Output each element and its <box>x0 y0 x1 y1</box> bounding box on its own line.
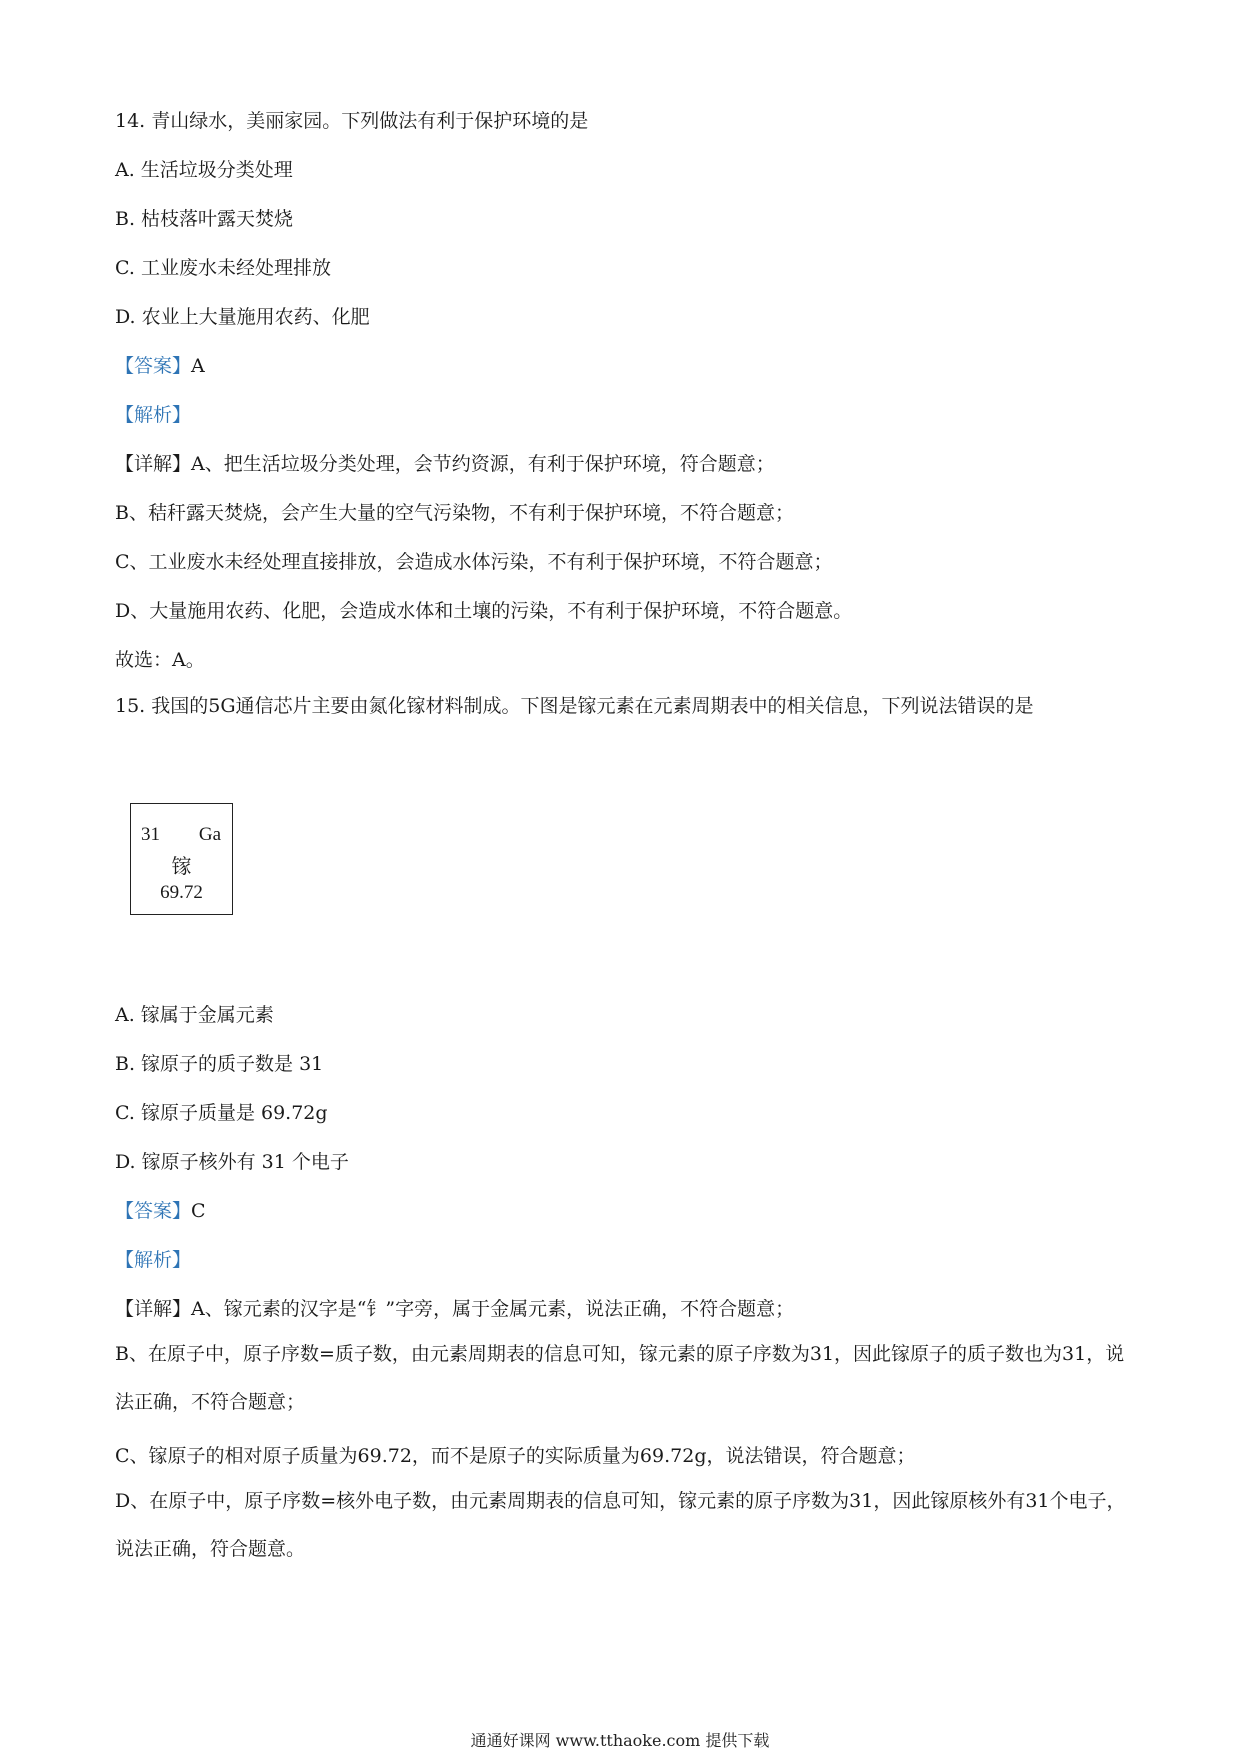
q14-answer <box>115 351 205 378</box>
q15-option-d: D. 镓原子核外有 31 个电子 <box>115 1151 349 1173</box>
q15-option-b: B. 镓原子的质子数是 31 <box>115 1053 324 1075</box>
atomic-number: 31 <box>141 824 160 845</box>
q14-option-a: A. 生活垃圾分类处理 <box>115 159 293 181</box>
q14-analysis-tag: 【解析】 <box>115 404 192 426</box>
q15-detail-d: D、在原子中，原子序数=核外电子数，由元素周期表的信息可知，镓元素的原子序数为31，因此镓原核外有31个电子，说法正确，符合题意。 <box>115 1490 1126 1560</box>
answer-value: A <box>191 355 205 377</box>
element-symbol: Ga <box>198 824 221 845</box>
q14-option-b: B. 枯枝落叶露天焚烧 <box>115 208 294 230</box>
page-footer: 通通好课网 www.tthaoke.com 提供下载 <box>470 1731 770 1750</box>
q15-detail-c: C、镓原子的相对原子质量为69.72，而不是原子的实际质量为69.72g，说法错误，符合题意； <box>115 1445 916 1467</box>
q14-detail-c: C、工业废水未经处理直接排放，会造成水体污染，不有利于保护环境，不符合题意； <box>115 551 833 573</box>
q15-option-c: C. 镓原子质量是 69.72g <box>115 1102 328 1124</box>
element-name: 镓 <box>171 856 192 878</box>
q14-option-d: D. 农业上大量施用农药、化肥 <box>115 306 370 328</box>
q14-conclusion: 故选：A。 <box>115 649 205 671</box>
q15-detail-b: B、在原子中，原子序数=质子数，由元素周期表的信息可知，镓元素的原子序数为31，因此镓原子的质子数也为31，说法正确，不符合题意； <box>115 1343 1125 1413</box>
q15-analysis-tag: 【解析】 <box>115 1249 192 1271</box>
q14-detail-a: 【详解】A、把生活垃圾分类处理，会节约资源，有利于保护环境，符合题意； <box>115 453 775 475</box>
q15-detail-a: 【详解】A、镓元素的汉字是“钅”字旁，属于金属元素，说法正确，不符合题意； <box>115 1298 795 1320</box>
q15-stem: 15. 我国的5G通信芯片主要由氮化镓材料制成。下图是镓元素在元素周期表中的相关信息，下列说法错误的是 <box>115 695 1034 717</box>
q14-stem: 14. 青山绿水，美丽家园。下列做法有利于保护环境的是 <box>115 110 589 132</box>
answer-value: C <box>191 1200 206 1222</box>
answer-tag: 【答案】 <box>115 355 192 377</box>
answer-tag: 【答案】 <box>115 1200 192 1222</box>
q15-option-a: A. 镓属于金属元素 <box>115 1004 274 1026</box>
q14-detail-b: B、秸秆露天焚烧，会产生大量的空气污染物，不有利于保护环境，不符合题意； <box>115 502 794 524</box>
q14-option-c: C. 工业废水未经处理排放 <box>115 257 331 279</box>
atomic-mass: 69.72 <box>160 882 203 903</box>
q14-detail-d: D、大量施用农药、化肥，会造成水体和土壤的污染，不有利于保护环境，不符合题意。 <box>115 600 853 622</box>
gallium-element-card <box>130 803 233 915</box>
q15-answer <box>115 1196 206 1223</box>
